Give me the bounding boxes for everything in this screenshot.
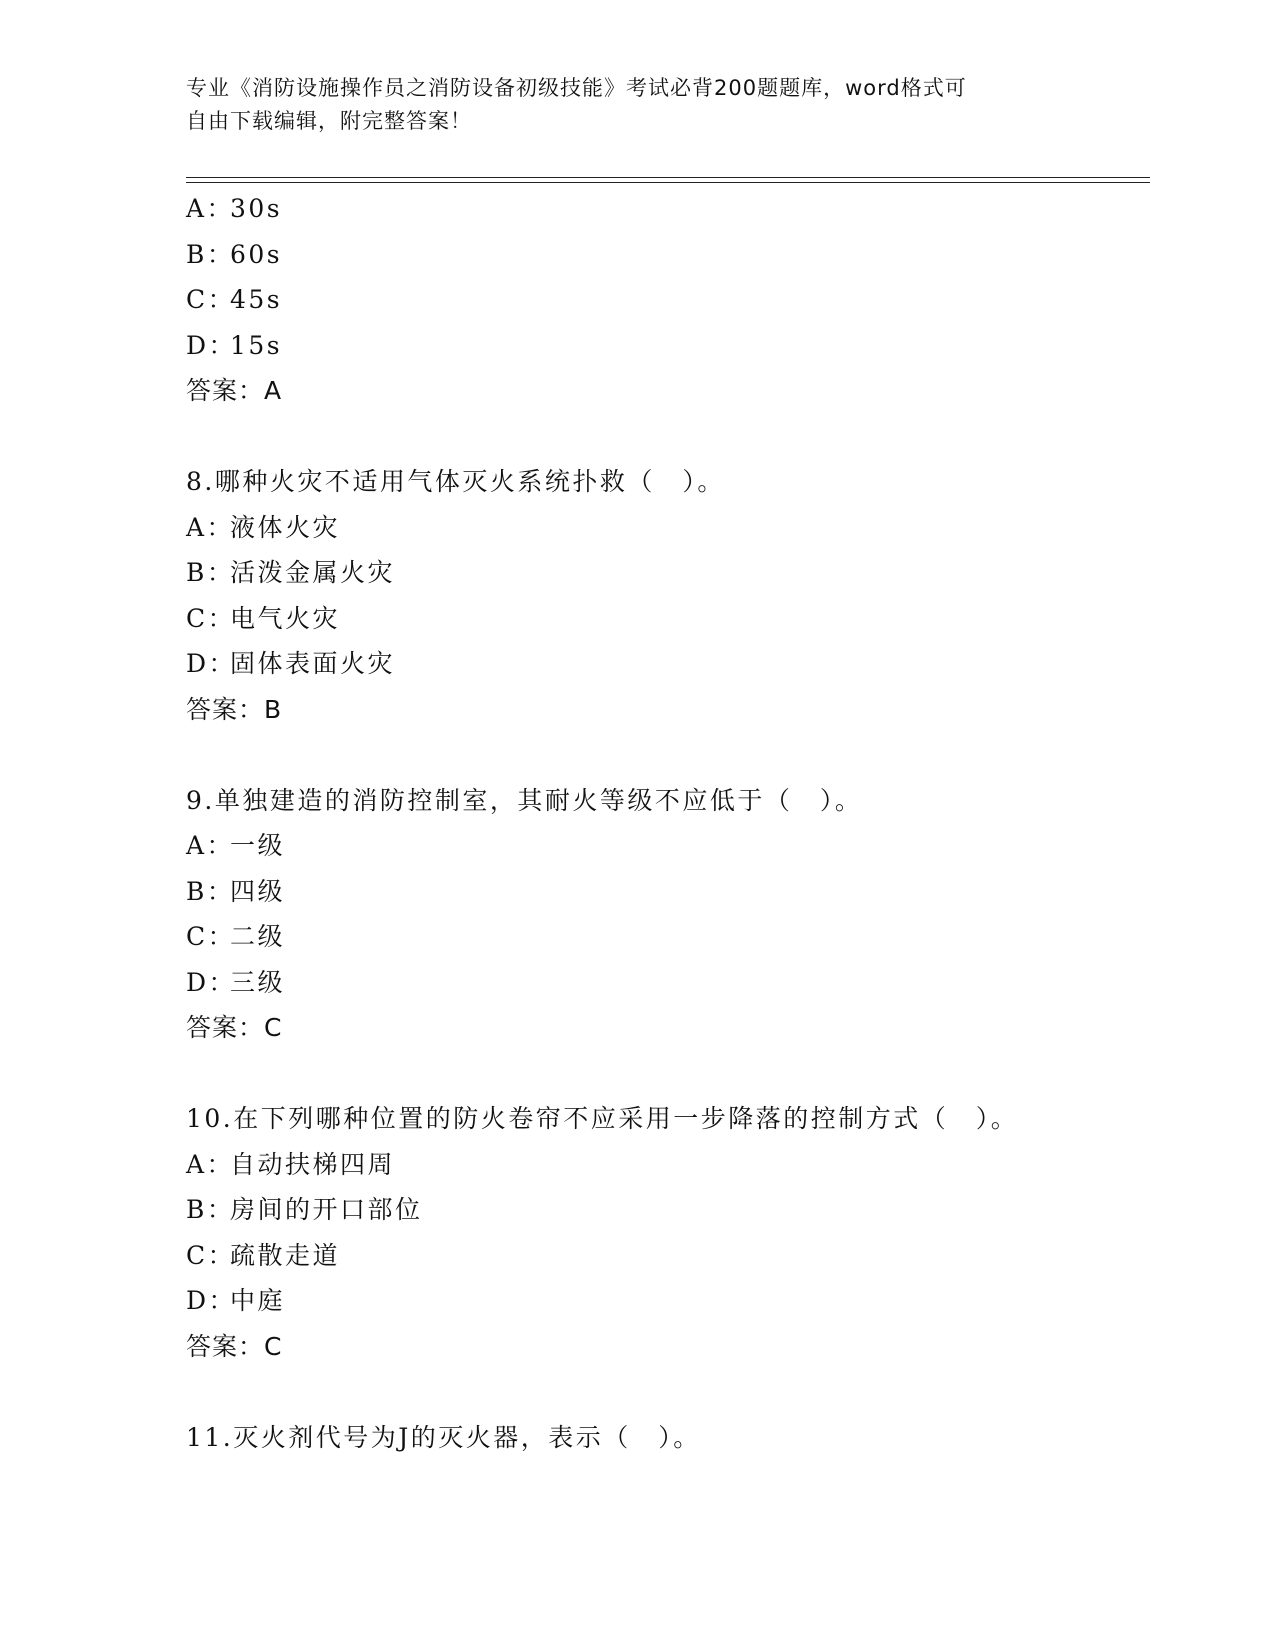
option-text: 中庭 bbox=[230, 1286, 286, 1315]
option-key: A： bbox=[186, 194, 235, 223]
option-key: B： bbox=[186, 1195, 235, 1224]
question-stem: 9.单独建造的消防控制室，其耐火等级不应低于（ ）。 bbox=[186, 785, 863, 815]
option-text: 一级 bbox=[230, 831, 286, 860]
option-b bbox=[186, 550, 1146, 596]
question-7 bbox=[186, 186, 1146, 414]
option-text: 二级 bbox=[230, 922, 286, 951]
question-stem: 10.在下列哪种位置的防火卷帘不应采用一步降落的控制方式（ ）。 bbox=[186, 1104, 1019, 1133]
option-a bbox=[186, 823, 1146, 869]
document-header bbox=[186, 72, 1116, 138]
answer: 答案：A bbox=[186, 376, 283, 405]
option-key: B： bbox=[186, 558, 235, 587]
header-divider-top bbox=[186, 177, 1150, 178]
option-a bbox=[186, 505, 1146, 551]
option-text: 45s bbox=[230, 285, 283, 314]
question-list bbox=[186, 186, 1146, 1460]
option-b bbox=[186, 869, 1146, 915]
option-c bbox=[186, 277, 1146, 323]
option-key: A： bbox=[186, 512, 235, 542]
header-line-1: 专业《消防设施操作员之消防设备初级技能》考试必背200题题库，word格式可 bbox=[186, 76, 967, 100]
option-d bbox=[186, 960, 1146, 1006]
option-key: C： bbox=[186, 1240, 236, 1270]
answer: 答案：C bbox=[186, 1013, 283, 1042]
option-c bbox=[186, 914, 1146, 960]
option-c bbox=[186, 1233, 1146, 1279]
option-key: D： bbox=[186, 967, 237, 997]
option-key: D： bbox=[186, 649, 237, 678]
option-b bbox=[186, 232, 1146, 278]
answer: 答案：B bbox=[186, 694, 283, 724]
option-key: D： bbox=[186, 330, 237, 360]
question-8 bbox=[186, 459, 1146, 732]
option-key: C： bbox=[186, 603, 236, 633]
question-10 bbox=[186, 1096, 1146, 1369]
option-a bbox=[186, 186, 1146, 232]
option-text: 15s bbox=[230, 330, 283, 360]
spacer bbox=[186, 1369, 1146, 1415]
option-text: 电气火灾 bbox=[230, 603, 341, 633]
option-d bbox=[186, 1278, 1146, 1324]
option-key: A： bbox=[186, 1149, 235, 1179]
option-text: 活泼金属火灾 bbox=[230, 558, 396, 587]
spacer bbox=[186, 1051, 1146, 1097]
question-11 bbox=[186, 1415, 1146, 1461]
question-stem: 8.哪种火灾不适用气体灭火系统扑救（ ）。 bbox=[186, 467, 725, 496]
option-key: A： bbox=[186, 831, 235, 860]
option-key: B： bbox=[186, 239, 235, 269]
option-text: 房间的开口部位 bbox=[230, 1195, 423, 1224]
option-text: 60s bbox=[230, 239, 283, 269]
option-key: C： bbox=[186, 285, 236, 314]
option-text: 自动扶梯四周 bbox=[230, 1149, 396, 1179]
option-c bbox=[186, 596, 1146, 642]
option-text: 液体火灾 bbox=[230, 512, 341, 542]
option-key: B： bbox=[186, 876, 235, 906]
option-d bbox=[186, 323, 1146, 369]
spacer bbox=[186, 414, 1146, 460]
option-d bbox=[186, 641, 1146, 687]
spacer bbox=[186, 732, 1146, 778]
option-key: C： bbox=[186, 922, 236, 951]
header-line-2: 自由下载编辑，附完整答案！ bbox=[186, 109, 472, 133]
option-a bbox=[186, 1142, 1146, 1188]
question-stem: 11.灭火剂代号为J的灭火器，表示（ ）。 bbox=[186, 1422, 701, 1452]
answer: 答案：C bbox=[186, 1331, 283, 1361]
option-text: 四级 bbox=[230, 876, 286, 906]
option-b bbox=[186, 1187, 1146, 1233]
option-text: 三级 bbox=[230, 967, 286, 997]
option-text: 固体表面火灾 bbox=[230, 649, 396, 678]
question-9 bbox=[186, 778, 1146, 1051]
option-text: 疏散走道 bbox=[230, 1240, 341, 1270]
option-key: D： bbox=[186, 1286, 237, 1315]
option-text: 30s bbox=[230, 194, 283, 223]
header-divider-bottom bbox=[186, 182, 1150, 183]
